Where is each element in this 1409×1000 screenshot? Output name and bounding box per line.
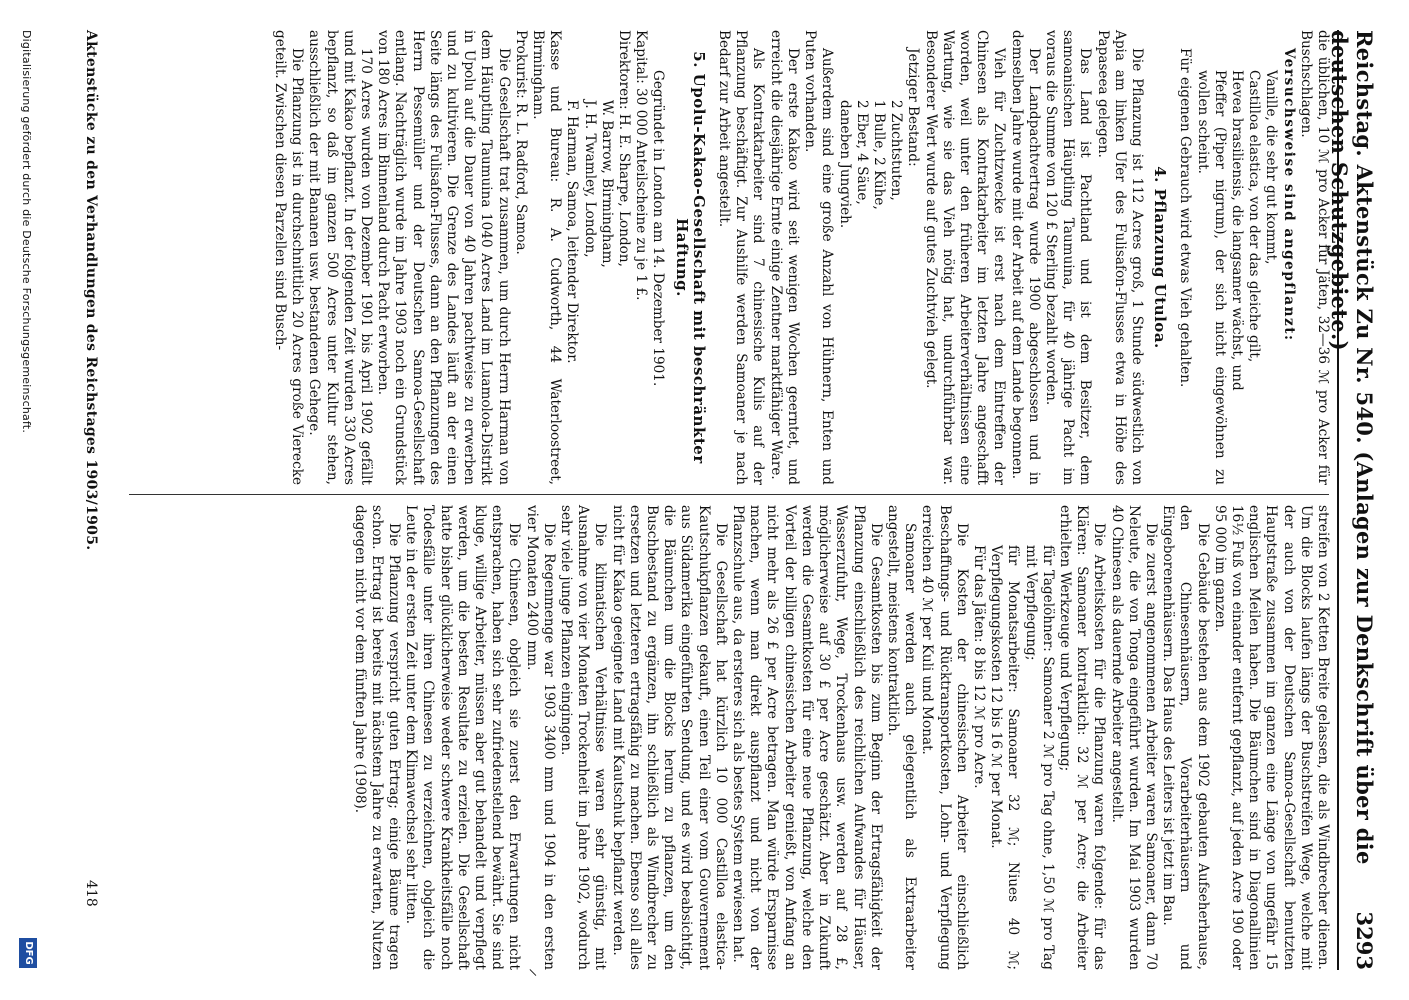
section-heading: 4. Pflanzung Utuloa. [1151, 166, 1170, 349]
paragraph: Die Gesamtkosten bis zum Beginn der Ertragsfähigkeit der Pflanzung einschließlich des reichlichen Aufwandes für Häuser, Wasserzufuhr, Wege, Trockenhaus usw. werden auf 28 £, möglicherweise auf 30 £ per Acre geschätzt. Aber in Zukunft werden die Gesamtkosten für eine neue Pflanzung, welche den Vorteil der billigen chinesischen Arbeiter genießt, von Anfang an nicht mehr als 26 £ per Acre betragen. Man würde Ersparnisse machen, wenn man direkt auspflanzt und nicht von der Pflanzschule aus, da ersteres sich als bestes System erwiesen hat. [730, 505, 884, 970]
paragraph: 2 Eber, 4 Säue, [853, 100, 870, 205]
left-column [271, 30, 1331, 485]
paragraph: 1 Bulle, 2 Kühe, [870, 100, 887, 210]
page-title: Reichstag. Aktenstück Zu Nr. 540. (Anlagen zur Denkschrift über die deutschen Schutzgebiete.) [1327, 30, 1377, 865]
footer-page-number: 418 [83, 880, 99, 907]
margin-mark: ⸝ [526, 968, 547, 977]
paragraph: Jetziger Bestand: [905, 48, 922, 167]
paragraph: Der erste Kakao wird seit wenigen Wochen geerntet, und erreicht die diesjährige Ernte einige Zentner marktfähiger Ware. [767, 30, 801, 485]
paragraph: Außerdem sind eine große Anzahl von Hühnern, Enten und Puten vorhanden. [802, 30, 836, 485]
paragraph: 170 Acres wurden von Dezember 1901 bis April 1902 gefällt und mit Kakao bepflanzt. In der folgenden Zeit wurden 330 Acres bepflanzt, so daß im ganzen 500 Acres unter Kultur stehen, ausschließlich der mit Bananen usw. bestandenen Gehege. [306, 30, 375, 485]
footer-text: Aktenstücke zu den Verhandlungen des Reichstages 1903/1905. [83, 30, 99, 551]
paragraph: streifen von 2 Ketten Breite gelassen, die als Windbrecher dienen. Um die Blocks laufen längs der Buschstreifen Wege, welche mit der auch von der Deutschen Samoa-Gesellschaft benutzten Hauptstraße zusammen im ganzen eine Länge von ungefähr 15 englischen Meilen haben. Die Bäumchen sind in Diagonallinien 16½ Fuß von einander entfernt gepflanzt, auf jeden Acre 190 oder 95 000 im ganzen. [1211, 505, 1331, 970]
page-number: 3293 [1352, 911, 1377, 970]
paragraph: Kasse und Bureau: R. A. Cudworth, 44 Waterloostreet, Birmingham. [530, 30, 564, 485]
right-column [350, 505, 1331, 970]
paragraph: Die Arbeitskosten für die Pflanzung waren folgende: für das Klären: Samoaner kontraktlich: 32 ℳ per Acre; die Arbeiter erhielten Werkzeuge und Verpflegung; [1056, 505, 1108, 970]
paragraph: Vanille, die sehr gut kommt, [1263, 70, 1280, 265]
paragraph: Die Chinesen, obgleich sie zuerst den Erwartungen nicht entsprachen, haben sich sehr zufriedenstellend bewährt. Sie sind kluge, willige Arbeiter, müssen aber gut behandelt und verpflegt werden, um die besten Resultate zu erzielen. Die Gesellschaft hatte bisher glücklicherweise weder schwere Krankheitsfälle noch Todesfälle unter ihren Chinesen zu verzeichnen, obgleich die Leute in der ersten Zeit unter dem Klimawechsel sehr litten. [403, 505, 523, 970]
paragraph: Die Gebäude bestehen aus dem 1902 gebauten Aufseherhause, den Chinesenhäusern, Vorarbeiterhäusern und Eingeborenenhäusern. Das Haus des Leiters ist jetzt im Bau. [1160, 505, 1211, 970]
paragraph: Die Gesellschaft trat zusammen, um durch Herrn Harman von dem Häuptling Taumuina 1040 Acres Land im Luamoloa-Distrikt in Upolu auf die Dauer von 40 Jahren pachtweise zu erwerben und zu kultivieren. Die Grenze des Landes läuft an der einen Seite längs des Fulisafon-Flusses, dann an den Pflanzungen des Herrn Pessemüller und der Deutschen Samoa-Gesellschaft entlang. Nachträglich wurde im Jahre 1903 noch ein Grundstück von 180 Acres im Binnenland durch Pacht erworben. [375, 30, 512, 485]
paragraph: Prokurist: R. L. Radford, Samoa. [512, 30, 529, 255]
digitization-credit: Digitalisierung gefördert durch die Deutsche Forschungsgemeinschaft. [20, 30, 33, 434]
page-footer [69, 30, 109, 970]
page-header [1327, 30, 1383, 970]
paragraph: Der Landpachtvertrag wurde 1900 abgeschlossen und in demselben Jahre wurde mit der Arbeit auf dem Lande begonnen. [1008, 30, 1042, 485]
paragraph: Die zuerst angenommenen Arbeiter waren Samoaner, dann 70 Neleute, die von Tonga eingeführt wurden. Im Mai 1903 wurden 40 Chinesen als dauernde Arbeiter angestellt. [1108, 505, 1159, 970]
paragraph: Kapital: 30 000 Anteilscheine zu je 1 £. [633, 30, 650, 301]
paragraph: 2 Zuchtstuten, [888, 100, 905, 201]
paragraph: F. Harman, Samoa, leitender Direktor. [564, 100, 581, 364]
paragraph: Die Pflanzung verspricht guten Ertrag; einige Bäume tragen schon. Ertrag ist bereits mit nächstem Jahre zu erwarten, Nutzen dagegen nicht vor dem fünften Jahre (1908). [351, 505, 403, 970]
paragraph: Die klimatischen Verhältnisse waren sehr günstig, mit Ausnahme von vier Monaten Trockenheit im Jahre 1902, wodurch sehr viele junge Pflanzen eingingen. [558, 505, 609, 970]
paragraph: J. H. Twamley, London, [581, 100, 598, 258]
paragraph: Hevea brasiliensis, die langsamer wächst, und [1228, 70, 1245, 391]
paragraph: Vieh für Zuchtzwecke ist erst nach dem Eintreffen der Chinesen als Kontraktarbeiter im letzten Jahre angeschafft worden, weil unter den früheren Arbeiterverhältnissen eine Wartung, wie sie das Vieh nötig hat, undurchführbar war. Besonderer Wert wurde auf gutes Zuchtvieh gelegt. [922, 30, 1008, 485]
paragraph: Versuchsweise sind angepflanzt: [1280, 48, 1297, 342]
column-divider [129, 494, 1329, 495]
paragraph: W. Barrow, Birmingham, [598, 100, 615, 268]
paragraph: für Monatsarbeiter: Samoaner 32 ℳ; Niues 40 ℳ; Verpflegungskosten 12 bis 16 ℳ per Monat. [988, 545, 1022, 970]
dfg-logo: DFG [19, 938, 37, 968]
paragraph: Für eigenen Gebrauch wird etwas Vieh gehalten. [1177, 48, 1194, 388]
paragraph: Als Kontraktarbeiter sind 7 chinesische Kulis auf der Pflanzung beschäftigt. Zur Aushilfe werden Samoaner je nach Bedarf zur Arbeit angestellt. [716, 30, 767, 485]
paragraph: Gegründet in London am 14. Dezember 1901. [650, 70, 667, 387]
paragraph: Die Gesellschaft hat kürzlich 10 000 Castilloa elastica-Kautschukpflanzen gekauft, einen Teil einer vom Gouvernement aus Südamerika eingeführten Sendung, und es wird beabsichtigt, die Bäumchen um die Blocks herum zu pflanzen, um den Buschbestand zu ergänzen, ihn schließlich als Windbrecher zu ersetzen und letzteren ertragsfähig zu machen. Ebenso soll alles nicht für Kakao geeignete Land mit Kautschuk bepflanzt werden. [609, 505, 729, 970]
paragraph: Das Land ist Pachtland und ist dem Besitzer, dem samoanischen Häuptling Taumuina, für 40 jährige Pacht im voraus die Summe von 120 £ Sterling bezahlt worden. [1042, 30, 1094, 485]
paragraph: Die Kosten der chinesischen Arbeiter einschließlich Beschaffungs- und Rücktransportkosten, Lohn- und Verpflegung erreichen 40 ℳ per Kuli und Monat. [919, 505, 970, 970]
paragraph: Die Pflanzung ist 112 Acres groß, 1 Stunde südwestlich von Apia am linken Ufer des Fulisafon-Flusses etwa in Höhe des Papaseea gelegen. [1094, 30, 1145, 485]
paragraph: Pfeffer (Piper nigrum), der sich nicht eingewöhnen zu wollen scheint. [1194, 70, 1228, 485]
section-heading: 5. Upolu-Kakao-Gesellschaft mit beschränkter Haftung. [672, 51, 708, 464]
paragraph: Für das Jäten: 8 bis 12 ℳ pro Acre. [970, 545, 987, 789]
paragraph: Castilloa elastica, von der das gleiche gilt, [1246, 70, 1263, 363]
paragraph: daneben Jungvieh. [836, 100, 853, 229]
paragraph: für Tagelöhner: Samoaner 2 ℳ pro Tag ohne, 1,50 ℳ pro Tag mit Verpflegung; [1022, 545, 1056, 970]
paragraph: Die Regenmenge war 1903 3400 mm und 1904 in den ersten vier Monaten 2400 mm. [523, 505, 557, 970]
paragraph: Direktoren: H. E. Sharpe, London, [616, 30, 633, 267]
paragraph: Die Pflanzung ist in durchschnittlich 20 Acres große Vierecke geteilt. Zwischen diesen Parzellen sind Busch- [272, 30, 306, 485]
paragraph: die üblichen, 10 ℳ pro Acker für Jäten, 32—36 ℳ pro Acker für Buschschlagen. [1297, 30, 1331, 485]
paragraph: Samoaner werden auch gelegentlich als Extraarbeiter angestellt, meistens kontraktlich. [884, 505, 919, 970]
